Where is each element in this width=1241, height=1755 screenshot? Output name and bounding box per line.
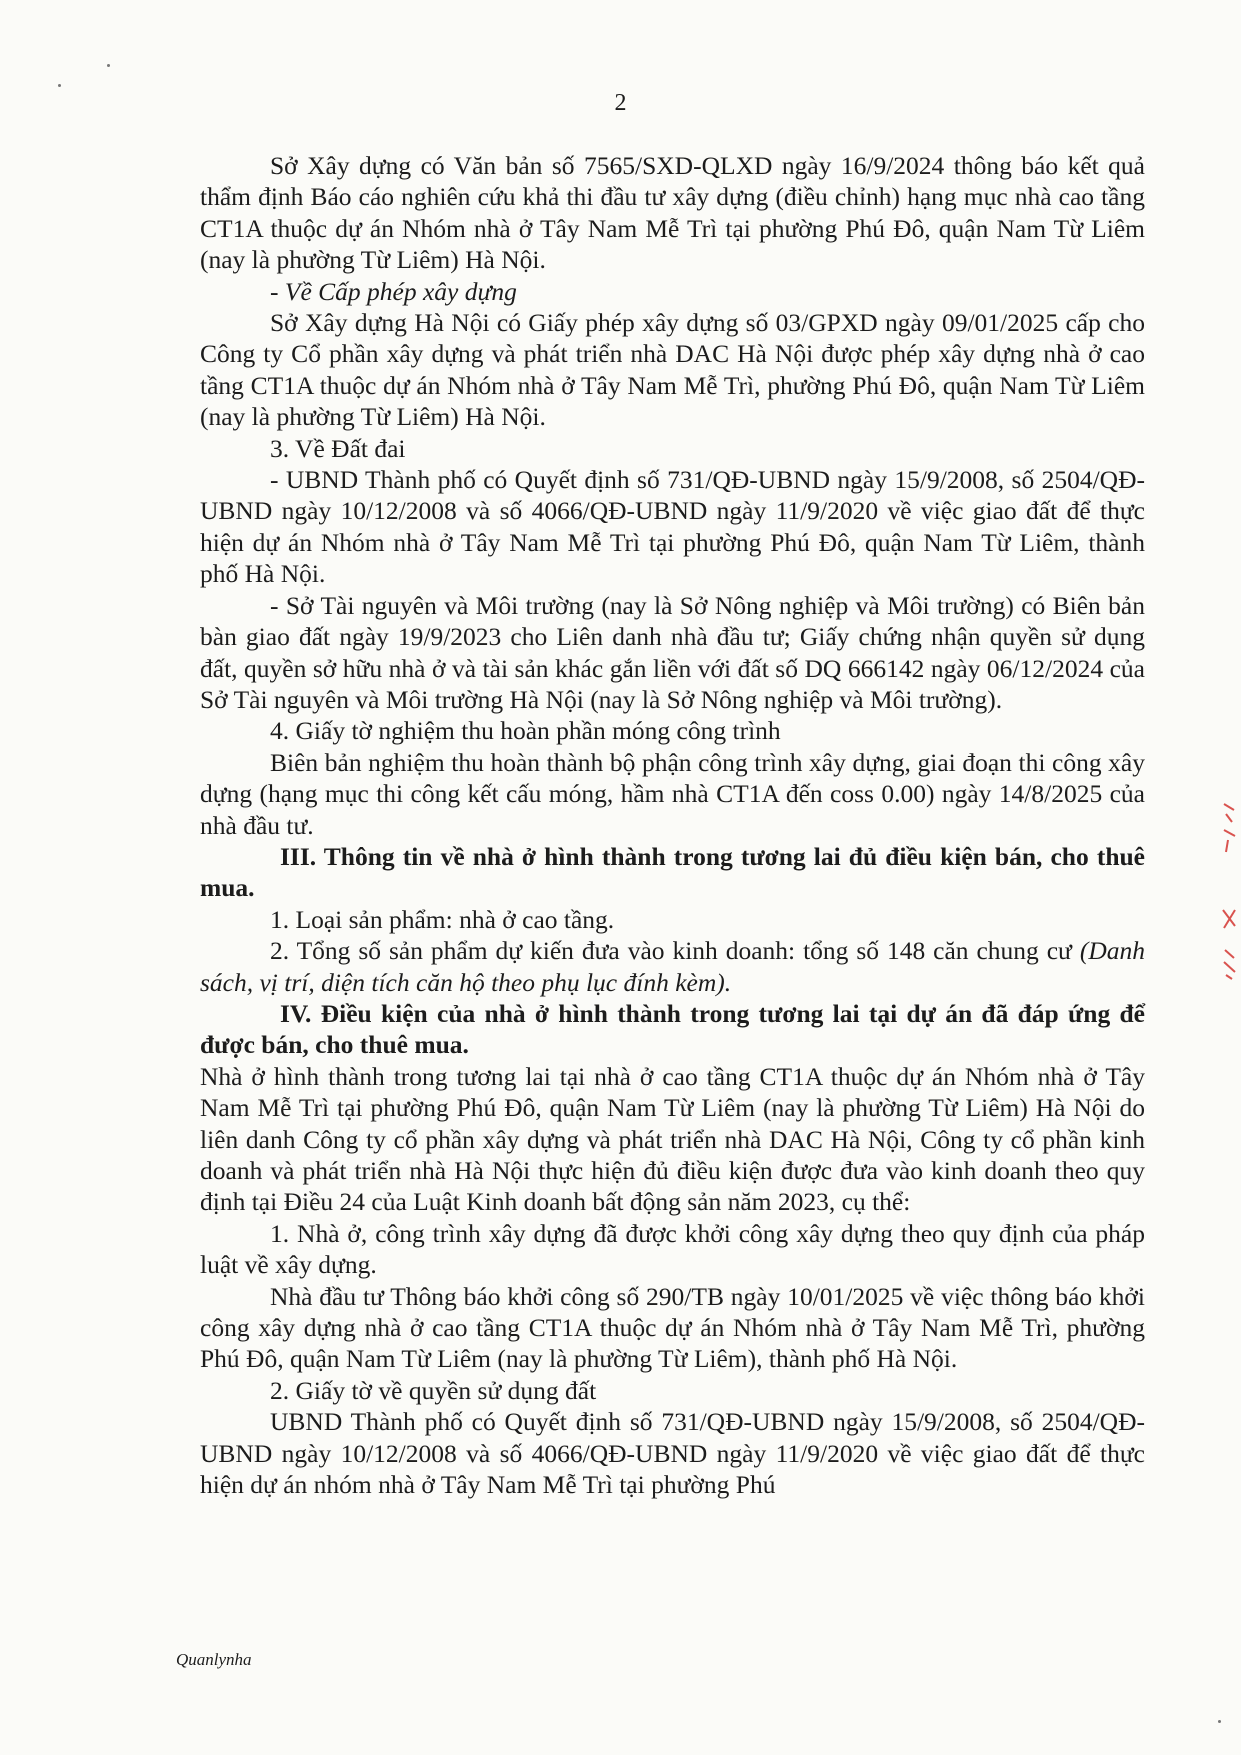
paragraph: Nhà ở hình thành trong tương lai tại nhà ở cao tầng CT1A thuộc dự án Nhóm nhà ở Tây Nam Mễ Trì tại phường Phú Đô, quận Nam Từ Liêm (nay là phường Từ Liêm) Hà Nội do liên danh Công ty cổ phần xây dựng và phát triển nhà DAC Hà Nội, Công ty cổ phần kinh doanh và phát triển nhà Hà Nội thực hiện đủ điều kiện được đưa vào kinh doanh theo quy định tại Điều 24 của Luật Kinh doanh bất động sản năm 2023, cụ thể: (200, 1061, 1145, 1217)
list-item: 1. Nhà ở, công trình xây dựng đã được khởi công xây dựng theo quy định của pháp luật về xây dựng. (200, 1218, 1145, 1280)
paragraph: Biên bản nghiệm thu hoàn thành bộ phận công trình xây dựng, giai đoạn thi công xây dựng (hạng mục thi công kết cấu móng, hầm nhà CT1A đến coss 0.00) ngày 14/8/2025 của nhà đầu tư. (200, 747, 1145, 840)
paragraph: - Sở Tài nguyên và Môi trường (nay là Sở Nông nghiệp và Môi trường) có Biên bản bàn giao đất ngày 19/9/2023 cho Liên danh nhà đầu tư; Giấy chứng nhận quyền sử dụng đất, quyền sở hữu nhà ở và tài sản khác gắn liền với đất số DQ 666142 ngày 06/12/2024 của Sở Tài nguyên và Môi trường Hà Nội (nay là Sở Nông nghiệp và Môi trường). (200, 590, 1145, 714)
paragraph: Sở Xây dựng Hà Nội có Giấy phép xây dựng số 03/GPXD ngày 09/01/2025 cấp cho Công ty Cổ phần xây dựng và phát triển nhà DAC Hà Nội được phép xây dựng nhà ở cao tầng CT1A thuộc dự án Nhóm nhà ở Tây Nam Mễ Trì, phường Phú Đô, quận Nam Từ Liêm (nay là phường Từ Liêm) Hà Nội. (200, 308, 1145, 432)
page-footer: Quanlynha (176, 1650, 252, 1669)
scan-speck (107, 64, 110, 67)
list-item: 1. Loại sản phẩm: nhà ở cao tầng. (270, 904, 615, 934)
section-subheading: 3. Về Đất đai (270, 433, 406, 463)
section-heading: IV. Điều kiện của nhà ở hình thành trong tương lai tại dự án đã đáp ứng để được bán, cho thuê mua. (200, 998, 1145, 1060)
margin-stamp-mark (1220, 800, 1238, 980)
paragraph: Nhà đầu tư Thông báo khởi công số 290/TB ngày 10/01/2025 về việc thông báo khởi công xây dựng nhà ở cao tầng CT1A thuộc dự án Nhóm nhà ở Tây Nam Mễ Trì, phường Phú Đô, quận Nam Từ Liêm (nay là phường Từ Liêm), thành phố Hà Nội. (200, 1281, 1145, 1374)
scan-speck (1218, 1720, 1221, 1723)
list-item-text: 2. Tổng số sản phẩm dự kiến đưa vào kinh doanh: tổng số 148 căn chung cư (270, 936, 1080, 966)
list-item (200, 935, 1145, 998)
document-body (200, 150, 1145, 1500)
list-item-note: (Danh sách, vị trí, diện tích căn hộ theo phụ lục đính kèm). (200, 936, 1145, 997)
paragraph: Sở Xây dựng có Văn bản số 7565/SXD-QLXD ngày 16/9/2024 thông báo kết quả thẩm định Báo cáo nghiên cứu khả thi đầu tư xây dựng (điều chỉnh) hạng mục nhà cao tầng CT1A thuộc dự án Nhóm nhà ở Tây Nam Mễ Trì tại phường Phú Đô, quận Nam Từ Liêm (nay là phường Từ Liêm) Hà Nội. (200, 151, 1145, 275)
section-heading: III. Thông tin về nhà ở hình thành trong tương lai đủ điều kiện bán, cho thuê mua. (200, 841, 1145, 903)
paragraph: UBND Thành phố có Quyết định số 731/QĐ-UBND ngày 15/9/2008, số 2504/QĐ-UBND ngày 10/12/2008 và số 4066/QĐ-UBND ngày 11/9/2020 về việc giao đất để thực hiện dự án nhóm nhà ở Tây Nam Mễ Trì tại phường Phú (200, 1407, 1145, 1500)
section-subheading: - Về Cấp phép xây dựng (270, 276, 517, 306)
scan-speck (58, 84, 61, 87)
page-number: 2 (614, 90, 627, 116)
paragraph: - UBND Thành phố có Quyết định số 731/QĐ-UBND ngày 15/9/2008, số 2504/QĐ-UBND ngày 10/12/2008 và số 4066/QĐ-UBND ngày 11/9/2020 về việc giao đất để thực hiện dự án Nhóm nhà ở Tây Nam Mễ Trì tại phường Phú Đô, quận Nam Từ Liêm, thành phố Hà Nội. (200, 465, 1145, 589)
section-subheading: 2. Giấy tờ về quyền sử dụng đất (270, 1375, 597, 1405)
section-subheading: 4. Giấy tờ nghiệm thu hoàn phần móng công trình (270, 716, 781, 746)
